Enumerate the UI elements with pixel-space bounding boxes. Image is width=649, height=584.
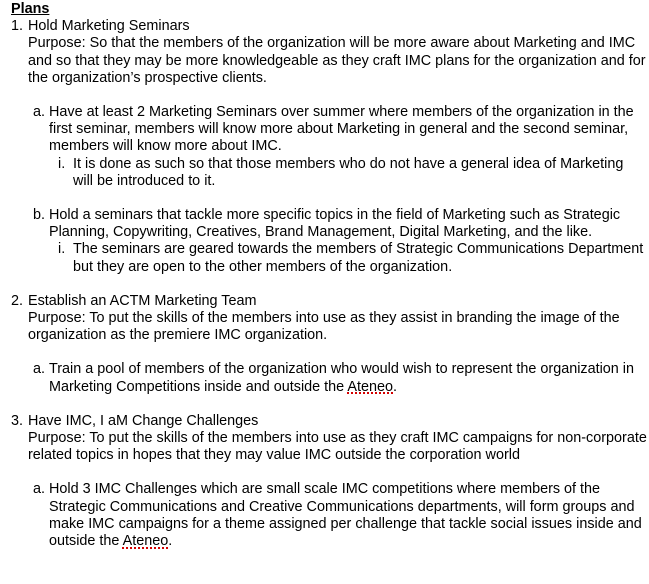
list-marker: 1.	[11, 18, 24, 35]
plan-title-row	[11, 293, 647, 310]
list-item-text	[49, 481, 642, 549]
spellcheck-flagged-word[interactable]: Ateneo	[347, 378, 394, 395]
list-item	[11, 207, 647, 241]
plan-title-row	[11, 18, 647, 35]
list-item-text: Hold a seminars that tackle more specific topics in the field of Marketing such as Strategic Planning, Copywriting, Creatives, Brand Management, Digital Marketing, and the like.	[49, 207, 621, 241]
page-heading: Plans	[11, 1, 50, 17]
plan-title: Have IMC, I aM Change Challenges	[28, 412, 259, 429]
plan-title: Establish an ACTM Marketing Team	[28, 292, 257, 309]
spacer	[11, 190, 647, 207]
document-body	[11, 1, 647, 550]
plan-1	[11, 18, 647, 276]
list-item-text: Have at least 2 Marketing Seminars over summer where members of the organization in the first seminar, members will know more about Marketing in general and the second seminar, members will know more about IMC.	[49, 104, 634, 155]
spacer	[11, 464, 647, 481]
spacer	[11, 396, 647, 413]
sub-list-item	[11, 241, 647, 275]
list-item-text	[49, 361, 634, 394]
list-marker: i.	[58, 155, 66, 172]
list-item	[11, 104, 647, 156]
list-marker: 3.	[11, 412, 24, 429]
sub-list-item-text: The seminars are geared towards the members of Strategic Communications Department but they are open to the other members of the organization.	[73, 241, 644, 275]
list-item-text-part: Train a pool of members of the organization who would wish to represent the organization in Marketing Competitions inside and outside the	[49, 361, 635, 395]
spacer	[11, 344, 647, 361]
sub-list-item-text: It is done as such so that those members who do not have a general idea of Marketing will be introduced to it.	[73, 155, 624, 189]
plan-purpose: Purpose: So that the members of the organization will be more aware about Marketing and IMC and so that they may be more knowledgeable as they craft IMC plans for the organization and for the organization’s prospective clients.	[28, 35, 646, 86]
list-marker: a.	[33, 361, 46, 378]
list-item-text-part: Hold 3 IMC Challenges which are small scale IMC competitions where members of the Strategic Communications and Creative Communications departments, will form groups and make IMC campaigns for a theme assigned per challenge that tackle social issues inside and outside the	[49, 481, 642, 550]
spacer	[11, 276, 647, 293]
plan-3	[11, 413, 647, 550]
plan-title-row	[11, 413, 647, 430]
list-item-text-part: .	[168, 533, 173, 550]
spacer	[11, 87, 647, 104]
plan-purpose: Purpose: To put the skills of the members into use as they assist in branding the image of the organization as the premiere IMC organization.	[28, 310, 620, 344]
list-marker: 2.	[11, 292, 24, 309]
list-marker: a.	[33, 104, 46, 121]
sub-list-item	[11, 156, 647, 190]
plan-purpose: Purpose: To put the skills of the members into use as they craft IMC campaigns for non-corporate related topics in hopes that they may value IMC outside the corporation world	[28, 430, 647, 464]
plan-title: Hold Marketing Seminars	[28, 18, 190, 35]
list-item-text-part: .	[393, 378, 398, 395]
list-marker: b.	[33, 207, 46, 224]
list-marker: a.	[33, 481, 46, 498]
list-item	[11, 481, 647, 550]
spellcheck-flagged-word[interactable]: Ateneo	[122, 533, 169, 550]
plan-2	[11, 293, 647, 396]
list-item	[11, 361, 647, 395]
list-marker: i.	[58, 241, 66, 258]
